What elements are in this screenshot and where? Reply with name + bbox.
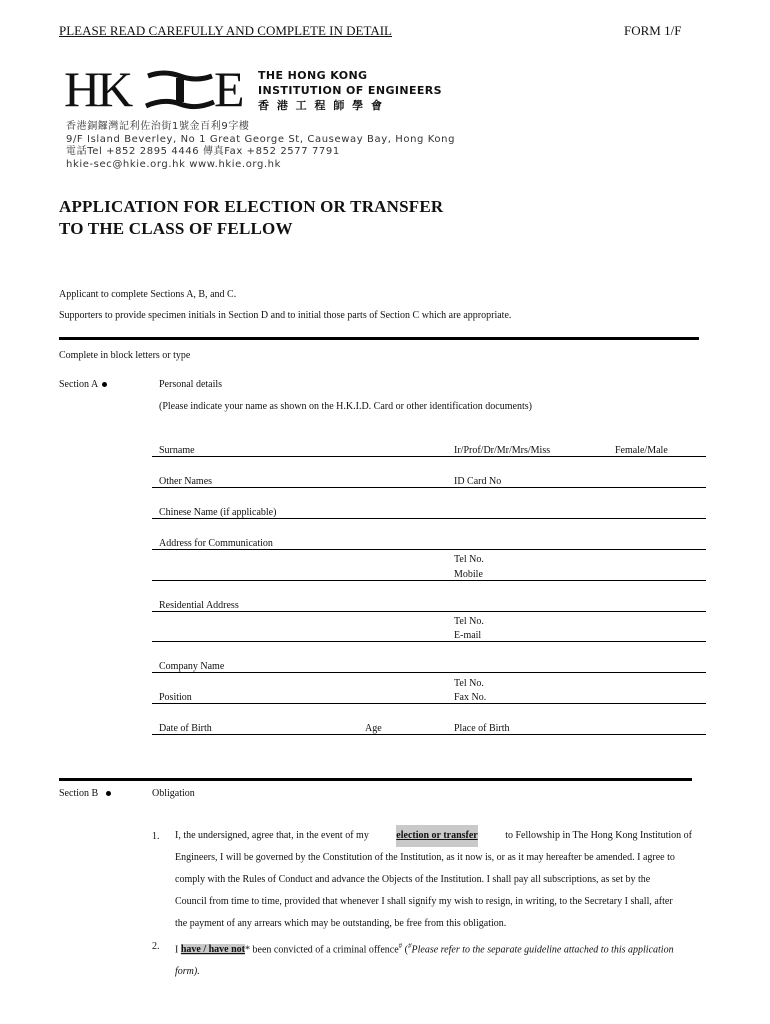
form-title-line2: TO THE CLASS OF FELLOW: [59, 219, 293, 238]
block-letters-note: Complete in block letters or type: [59, 350, 191, 361]
other-names-field[interactable]: [152, 487, 706, 488]
logo-letters-hk: HK: [64, 61, 131, 117]
address-comm-label: Address for Communication: [159, 538, 273, 549]
obligation-line4: Council from time to time, provided that whenever I shall signify my wish to resign, in writing, to the Secretary I shall, after: [175, 896, 673, 907]
section-b-label: [59, 788, 111, 799]
obligation-line2: Engineers, I will be governed by the Constitution of the Institution, as it now is, or as it may hereafter be amended. I agree to: [175, 852, 675, 863]
surname-field[interactable]: [152, 456, 706, 457]
item2-number: 2.: [152, 941, 160, 952]
item1-number: 1.: [152, 831, 160, 842]
id-card-label: ID Card No: [454, 476, 502, 487]
company-field[interactable]: [152, 672, 706, 673]
logo-gear-icon: [144, 70, 216, 110]
conviction-line2: form).: [175, 966, 200, 978]
other-names-label: Other Names: [159, 476, 213, 487]
have-have-not-highlight: have / have not: [180, 944, 246, 956]
dob-field[interactable]: [152, 734, 706, 735]
org-name-block: [258, 68, 442, 113]
item2-paren: (: [402, 944, 408, 956]
residential-field-2[interactable]: [152, 641, 706, 642]
section-b-heading: Obligation: [152, 788, 195, 799]
applicant-instruction: Applicant to complete Sections A, B, and C.: [59, 289, 237, 300]
dob-label: Date of Birth: [159, 723, 212, 734]
item2-post: * been convicted of a criminal offence: [245, 944, 399, 956]
guideline-note: Please refer to the separate guideline attached to this application: [411, 944, 674, 956]
conviction-line1: [175, 935, 692, 961]
title-options-label: Ir/Prof/Dr/Mr/Mrs/Miss: [454, 445, 551, 456]
item2-italic-sup: #: [408, 942, 412, 950]
section-a-heading: Personal details: [159, 379, 223, 390]
address-comm-field[interactable]: [152, 549, 706, 550]
company-label: Company Name: [159, 661, 225, 672]
mobile-label: Mobile: [454, 569, 483, 580]
section-a-text: Section A: [59, 379, 99, 390]
obligation-paragraph: [175, 825, 692, 935]
tel-label-1: Tel No.: [454, 554, 484, 565]
gender-label: Female/Male: [615, 445, 668, 456]
surname-label: Surname: [159, 445, 195, 456]
form-title: [59, 196, 443, 240]
residential-label: Residential Address: [159, 600, 239, 611]
org-name-line2: INSTITUTION OF ENGINEERS: [258, 84, 442, 97]
address-block: [66, 121, 455, 171]
conviction-paragraph: [175, 935, 692, 983]
position-field[interactable]: [152, 703, 706, 704]
section-divider-b: [59, 778, 692, 781]
section-a-note: (Please indicate your name as shown on the H.K.I.D. Card or other identification documents): [159, 401, 532, 412]
section-a-label: [59, 379, 107, 390]
chinese-name-field[interactable]: [152, 518, 706, 519]
fax-label: Fax No.: [454, 692, 487, 703]
obligation-line5: the payment of any arrears which may be outstanding, be free from this obligation.: [175, 918, 507, 929]
form-number: FORM 1/F: [624, 23, 682, 38]
item1-post: to Fellowship in The Hong Kong Institution of: [505, 830, 692, 841]
address-comm-field-2[interactable]: [152, 580, 706, 581]
tel-label-3: Tel No.: [454, 678, 484, 689]
obligation-line1: [175, 825, 692, 847]
place-of-birth-label: Place of Birth: [454, 723, 510, 734]
obligation-line3: comply with the Rules of Conduct and advance the Objects of the Institution. I shall pay all subscriptions, as set by the: [175, 874, 651, 885]
org-name-line1: THE HONG KONG: [258, 69, 368, 82]
email-website: hkie-sec@hkie.org.hk www.hkie.org.hk: [66, 158, 281, 170]
bullet-icon: [106, 791, 111, 796]
item1-pre: I, the undersigned, agree that, in the event of my: [175, 830, 369, 841]
age-label: Age: [365, 723, 382, 734]
hkie-logo: [64, 61, 254, 117]
chinese-name-label: Chinese Name (if applicable): [159, 507, 277, 518]
item2-sup: #: [398, 942, 403, 950]
position-label: Position: [159, 692, 192, 703]
section-b-text: Section B: [59, 788, 99, 799]
item2-pre: I: [175, 944, 179, 956]
address-chinese: 香港銅鑼灣記利佐治街1號金百利9字樓: [66, 121, 250, 132]
org-name-chinese: 香 港 工 程 師 學 會: [258, 99, 384, 112]
form-instruction-header: PLEASE READ CAREFULLY AND COMPLETE IN DETAIL: [59, 23, 392, 38]
section-divider: [59, 337, 699, 340]
form-title-line1: APPLICATION FOR ELECTION OR TRANSFER: [59, 197, 444, 216]
logo-letter-e: E: [214, 61, 245, 117]
residential-field[interactable]: [152, 611, 706, 612]
bullet-icon: [102, 382, 107, 387]
election-transfer-highlight: election or transfer: [396, 825, 477, 847]
address-english: 9/F Island Beverley, No 1 Great George St, Causeway Bay, Hong Kong: [66, 133, 456, 145]
tel-label-2: Tel No.: [454, 616, 484, 627]
email-label: E-mail: [454, 630, 482, 641]
supporter-instruction: Supporters to provide specimen initials in Section D and to initial those parts of Section C which are appropriate.: [59, 310, 512, 321]
tel-fax: 電話Tel +852 2895 4446 傳真Fax +852 2577 7791: [66, 146, 340, 157]
